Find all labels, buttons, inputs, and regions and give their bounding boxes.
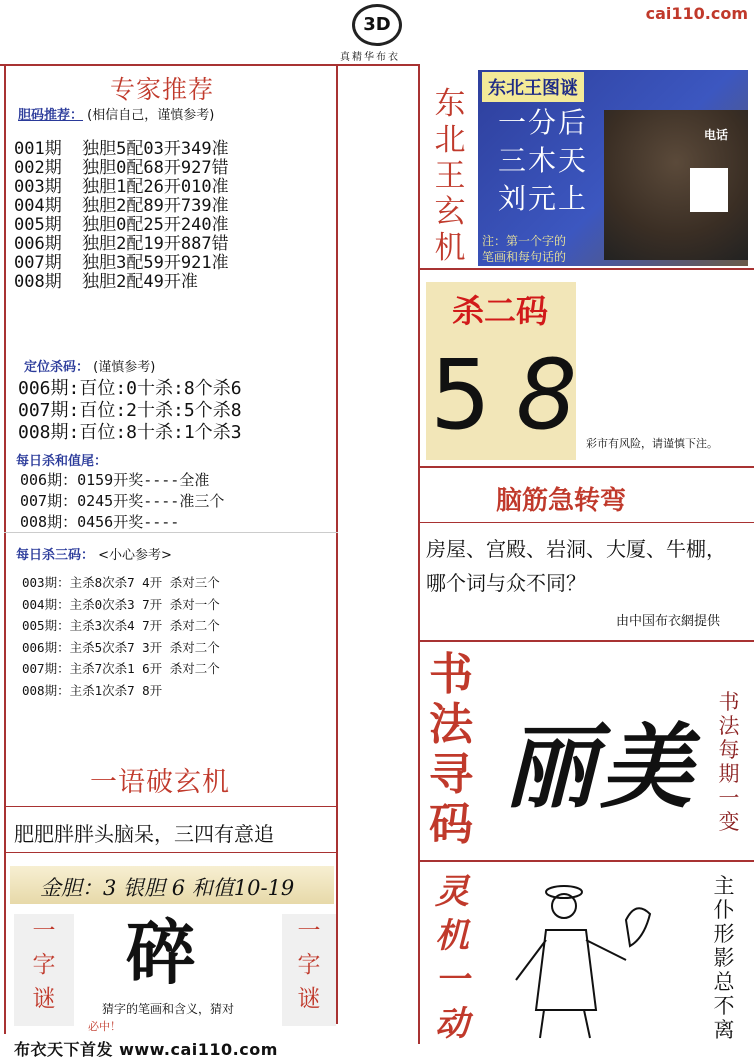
kill2-warning: 彩市有风险，请谨慎下注。 — [586, 437, 718, 450]
note-char: 期 — [718, 762, 740, 786]
divider — [418, 640, 754, 642]
sum-list — [20, 470, 224, 533]
title-char: 玄 — [434, 194, 466, 230]
center-border-right — [418, 64, 420, 1044]
list-item: 007期:百位:2十杀:5个杀8 — [18, 400, 242, 421]
brain-credit: 由中国布衣網提供 — [616, 614, 721, 629]
list-item: 008期:百位:8十杀:1个杀3 — [18, 422, 242, 443]
pos-label: 定位杀码： — [24, 360, 90, 375]
title-char: 一 — [435, 960, 469, 1000]
list-item: 004期：主杀0次杀3 7开 杀对一个 — [22, 596, 220, 612]
riddle-right-label — [282, 914, 336, 1026]
calligraphy-side-note — [714, 690, 744, 834]
dongbei-box-title: 东北王图谜 — [482, 72, 584, 102]
divider — [4, 532, 338, 533]
note-char: 每 — [718, 738, 740, 762]
list-item: 007期 独胆3配59开921准 — [14, 253, 229, 273]
title-char: 书 — [429, 649, 473, 700]
divider — [4, 852, 338, 853]
brain-question: 房屋、宫殿、岩洞、大厦、牛棚，哪个词与众不同？ — [426, 537, 726, 595]
pos-note: (谨慎参考) — [93, 360, 156, 375]
title-char: 机 — [434, 230, 466, 266]
kill3-list — [22, 572, 220, 701]
yiyu-title: 一语破玄机 — [90, 767, 230, 798]
list-item: 008期：0456开奖---- — [20, 513, 180, 531]
riddle-right-char: 一 — [297, 918, 321, 944]
sum-label: 每日杀和值尾： — [16, 454, 108, 469]
divider — [418, 268, 754, 270]
pos-list — [18, 378, 242, 444]
list-item: 006期 独胆2配19开887错 — [14, 234, 229, 254]
list-item: 003期：主杀8次杀7 4开 杀对三个 — [22, 575, 220, 590]
lingji-side-note — [706, 874, 742, 1042]
title-char: 法 — [429, 699, 473, 750]
list-item: 007期：主杀7次杀1 6开 杀对二个 — [22, 661, 220, 676]
riddle-left-char: 字 — [32, 952, 56, 978]
list-item: 003期 独胆1配26开010准 — [14, 177, 229, 197]
note-char: 主 — [713, 874, 735, 898]
riddle-left-char: 谜 — [32, 986, 56, 1012]
note-char: 一 — [718, 786, 740, 810]
riddle-hint2: 必中！ — [88, 1020, 121, 1033]
title-char: 机 — [435, 916, 469, 956]
title-char: 王 — [434, 158, 466, 194]
lingji-illustration — [486, 870, 698, 1042]
riddle-left-label — [14, 914, 74, 1026]
kill3-label: 每日杀三码： — [16, 548, 95, 563]
gold-text: 金胆：3 银胆 6 和值10-19 — [40, 876, 295, 900]
brain-title: 脑筋急转弯 — [496, 486, 627, 516]
title-char: 北 — [434, 122, 466, 158]
divider — [4, 806, 338, 807]
title-char: 动 — [435, 1004, 469, 1044]
riddle-right-char: 谜 — [297, 986, 321, 1012]
riddle-left-char: 一 — [32, 918, 56, 944]
kill2-number-2: 8 — [516, 339, 578, 451]
footer-text[interactable]: 布衣天下首发 www.cai110.com — [14, 1040, 278, 1059]
dongbei-lines — [498, 104, 588, 218]
riddle-hint: 猜字的笔画和含义，猜对 — [102, 1002, 235, 1016]
note-char: 离 — [713, 1018, 735, 1042]
center-border-left — [336, 64, 338, 1024]
note-char: 总 — [713, 970, 735, 994]
pos-header — [24, 356, 155, 375]
note-char: 影 — [713, 946, 735, 970]
riddle-line: 一分后 — [498, 106, 589, 139]
calligraphy-vertical-title — [424, 650, 478, 850]
note-char: 变 — [718, 810, 740, 834]
list-item: 006期：主杀5次杀7 3开 杀对二个 — [22, 639, 220, 655]
list-item: 007期：0245开奖----准三个 — [20, 492, 225, 510]
title-char: 东 — [434, 86, 466, 122]
dan-list — [14, 140, 229, 292]
yiyu-text: 肥肥胖胖头脑呆，三四有意追 — [14, 822, 274, 846]
list-item: 008期：主杀1次杀7 8开 — [22, 682, 163, 698]
site-watermark[interactable]: cai110.com — [645, 4, 748, 23]
dongbei-vertical-title — [428, 86, 472, 266]
lingji-vertical-title — [432, 870, 472, 1046]
expert-title: 专家推荐 — [110, 75, 215, 104]
divider — [418, 860, 754, 862]
kill3-header — [16, 544, 172, 563]
list-item: 001期 独胆5配03开349准 — [14, 139, 229, 159]
divider — [418, 466, 754, 468]
title-char: 灵 — [435, 872, 469, 912]
note-char: 仆 — [713, 898, 735, 922]
note-char: 书 — [718, 690, 740, 714]
dan-header — [18, 104, 214, 123]
kill2-title: 杀二码 — [452, 292, 549, 330]
left-border — [4, 64, 6, 1034]
list-item: 006期:百位:0十杀:8个杀6 — [18, 378, 242, 399]
bird-icon — [626, 908, 650, 946]
riddle-char: 碎 — [126, 911, 196, 994]
title-char: 寻 — [429, 749, 473, 800]
list-item: 005期：主杀3次杀4 7开 杀对二个 — [22, 618, 220, 633]
kill3-note: <小心参考> — [98, 548, 172, 563]
divider — [418, 522, 754, 523]
dan-label: 胆码推荐： — [18, 108, 84, 123]
list-item: 008期 独胆2配49开准 — [14, 272, 198, 292]
kill2-number-1: 5 — [430, 339, 492, 451]
hat-icon — [546, 886, 582, 898]
brand-caption: 真精华布衣 — [340, 52, 400, 63]
riddle-line: 三木天 — [498, 144, 589, 177]
dongbei-phone-label: 电话 — [704, 128, 729, 142]
list-item: 004期 独胆2配89开739准 — [14, 196, 229, 216]
list-item: 006期：0159开奖----全准 — [20, 471, 210, 489]
title-char: 码 — [429, 799, 473, 850]
dongbei-note: 注：第一个字的 — [482, 234, 567, 248]
riddle-line: 刘元上 — [498, 182, 589, 215]
list-item: 002期 独胆0配68开927错 — [14, 158, 229, 178]
note-char: 形 — [713, 922, 735, 946]
note-char: 法 — [718, 714, 740, 738]
dongbei-white-box — [690, 168, 728, 212]
dan-note: (相信自己，谨慎参考) — [87, 108, 215, 123]
top-border — [0, 64, 420, 66]
list-item: 005期 独胆0配25开240准 — [14, 215, 229, 235]
dongbei-note2: 笔画和每句话的 — [482, 250, 567, 264]
note-char: 不 — [713, 994, 735, 1018]
calligraphy-characters: 丽美 — [504, 713, 697, 821]
riddle-right-char: 字 — [297, 952, 321, 978]
logo: 3D — [352, 4, 402, 46]
